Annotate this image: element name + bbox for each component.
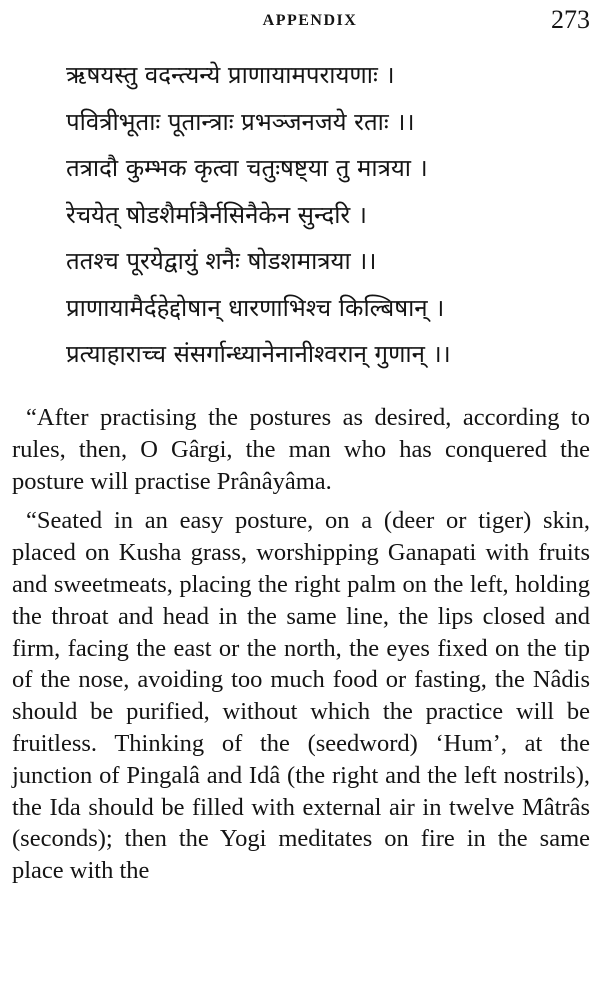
verse-line: प्राणायामैर्दहेद्दोषान् धारणाभिश्च किल्बिषान् । bbox=[66, 293, 445, 322]
running-title: APPENDIX bbox=[262, 12, 358, 29]
verse-line: तत्रादौ कुम्भक कृत्वा चतुःषष्ट्या तु मात्रया । bbox=[66, 154, 428, 182]
paragraph: “Seated in an easy posture, on a (deer or tiger) skin, placed on Kusha grass, worshipping Ganapati with fruits and sweetmeats, placing the right palm on the left, holding the throat and head in the same line, the lips closed and firm, facing the east or the north, the eyes fixed on the tip of the nose, avoiding too much food or fasting, the Nâdis should be purified, without which the practice will be fruitless. Thinking of the (seedword) ‘Hum’, at the junction of Pingalâ and Idâ (the right and the left nostrils), the Ida should be filled with external air in twelve Mâtrâs (seconds); then the Yogi meditates on fire in the same place with the bbox=[12, 507, 590, 885]
verse-line: प्रत्याहाराच्च संसर्गान्ध्यानेनानीश्वरान् गुणान् ।। bbox=[66, 340, 451, 368]
verse-line: ततश्च पूरयेद्वायुं शनैः षोडशमात्रया ।। bbox=[66, 247, 377, 275]
sanskrit-verses bbox=[66, 52, 586, 378]
translation-text bbox=[12, 402, 590, 887]
verse-line: ऋषयस्तु वदन्त्यन्ये प्राणायामपरायणाः । bbox=[66, 61, 395, 89]
paragraph: “After practising the postures as desired, according to rules, then, O Gârgi, the man who has conquered the posture will practise Prânâyâma. bbox=[12, 404, 590, 495]
verse-line: पवित्रीभूताः पूतान्त्राः प्रभञ्जनजये रताः ।। bbox=[66, 107, 415, 136]
running-head bbox=[0, 5, 600, 42]
verse-line: रेचयेत् षोडशैर्मात्रैर्नसिनैकेन सुन्दरि । bbox=[66, 200, 367, 229]
page-number: 273 bbox=[551, 5, 590, 34]
